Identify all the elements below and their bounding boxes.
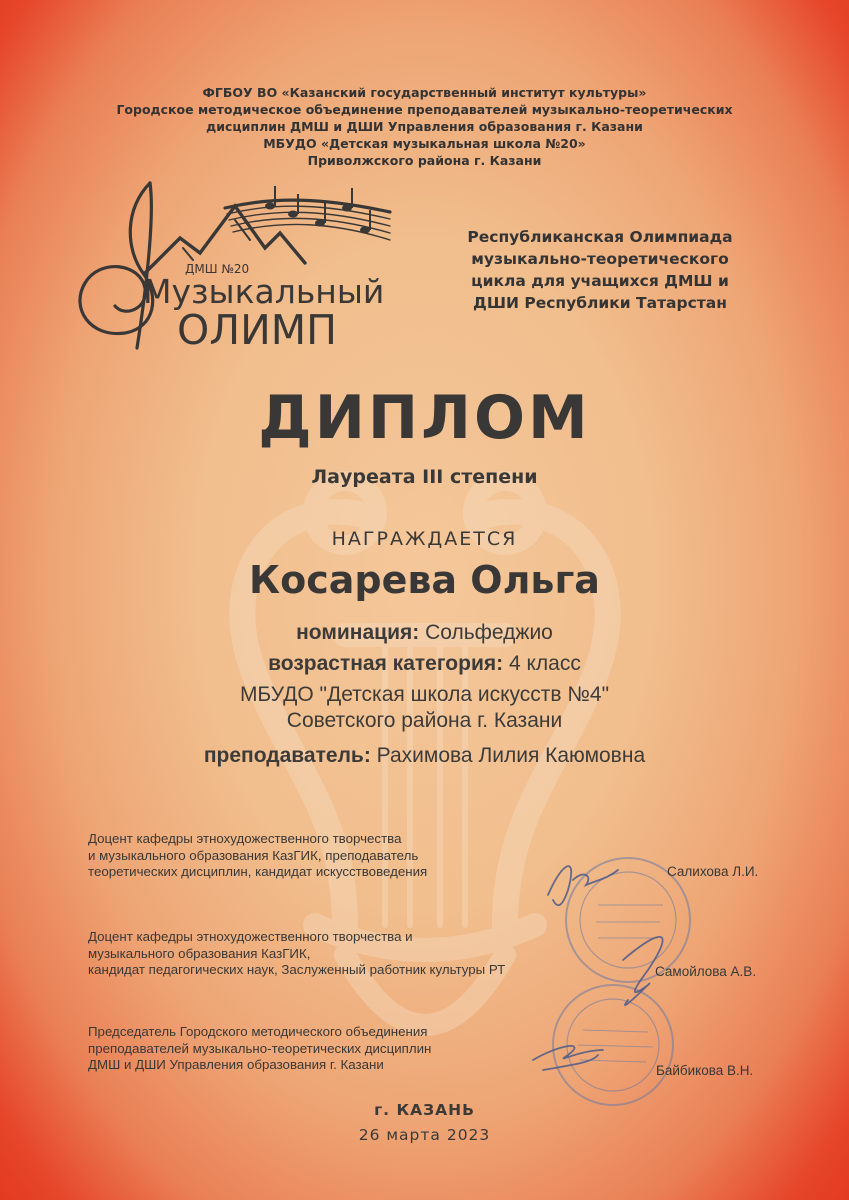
date: 26 марта 2023: [358, 1126, 491, 1144]
nomination-value: Сольфеджио: [425, 621, 553, 644]
header-line: МБУДО «Детская музыкальная школа №20»: [263, 136, 586, 151]
header-line: Городское методическое объединение преподавателей музыкально-теоретических: [116, 102, 733, 117]
city: г. КАЗАНЬ: [374, 1101, 475, 1119]
age-category-label: возрастная категория:: [268, 652, 504, 675]
logo-word2: ОЛИМП: [177, 306, 337, 353]
olympiad-line: ДШИ Республики Татарстан: [473, 294, 727, 312]
age-category-value: 4 класс: [508, 652, 581, 675]
signatory-line: теоретических дисциплин, кандидат искусствоведения: [88, 864, 428, 879]
signatory-line: Доцент кафедры этнохудожественного творчества: [88, 831, 402, 846]
logo-school: ДМШ №20: [185, 262, 250, 276]
awarded-label: НАГРАЖДАЕТСЯ: [331, 528, 518, 550]
signatory-line: Председатель Городского методического объединения: [88, 1024, 428, 1039]
signatory-2-name: Самойлова А.В.: [655, 964, 757, 979]
signatory-line: кандидат педагогических наук, Заслуженный работник культуры РТ: [88, 962, 506, 977]
school-line-2: Советского района г. Казани: [286, 709, 563, 732]
signatory-line: и музыкального образования КазГИК, преподаватель: [88, 847, 419, 863]
organizers-header: [0, 84, 849, 169]
nomination-label: номинация:: [296, 621, 420, 644]
olympiad-line: Республиканская Олимпиада: [467, 228, 733, 246]
diploma-title: ДИПЛОМ: [258, 383, 591, 453]
signatory-line: музыкального образования КазГИК,: [88, 945, 311, 961]
signatory-3-name: Байбикова В.Н.: [656, 1063, 754, 1078]
logo-word1: Музыкальный: [143, 272, 385, 311]
teacher-line: [0, 744, 849, 768]
header-line: ФГБОУ ВО «Казанский государственный институт культуры»: [202, 85, 647, 100]
signatory-1-position: [88, 831, 528, 881]
signatory-line: ДМШ и ДШИ Управления образования г. Казани: [88, 1057, 384, 1072]
olympiad-title: [425, 226, 775, 314]
school-line-1: МБУДО "Детская школа искусств №4": [239, 683, 610, 706]
teacher-value: Рахимова Лилия Каюмовна: [376, 744, 646, 767]
signatory-line: Доцент кафедры этнохудожественного творчества и: [88, 929, 413, 944]
recipient-name: Косарева Ольга: [249, 558, 600, 602]
teacher-label: преподаватель:: [203, 744, 371, 767]
header-line: дисциплин ДМШ и ДШИ Управления образования г. Казани: [206, 119, 643, 134]
signatory-line: преподавателей музыкально-теоретических дисциплин: [88, 1040, 432, 1056]
signatory-3-position: [88, 1024, 528, 1074]
music-olympus-logo: [65, 178, 395, 353]
signatory-2-position: [88, 929, 528, 979]
laureate-degree: Лауреата III степени: [311, 466, 538, 488]
age-category-line: [0, 652, 849, 676]
nomination-line: [0, 621, 849, 645]
olympiad-line: цикла для учащихся ДМШ и: [471, 272, 729, 290]
signatory-1-name: Салихова Л.И.: [667, 864, 759, 879]
header-line: Приволжского района г. Казани: [307, 153, 542, 168]
olympiad-line: музыкально-теоретического: [471, 250, 729, 268]
